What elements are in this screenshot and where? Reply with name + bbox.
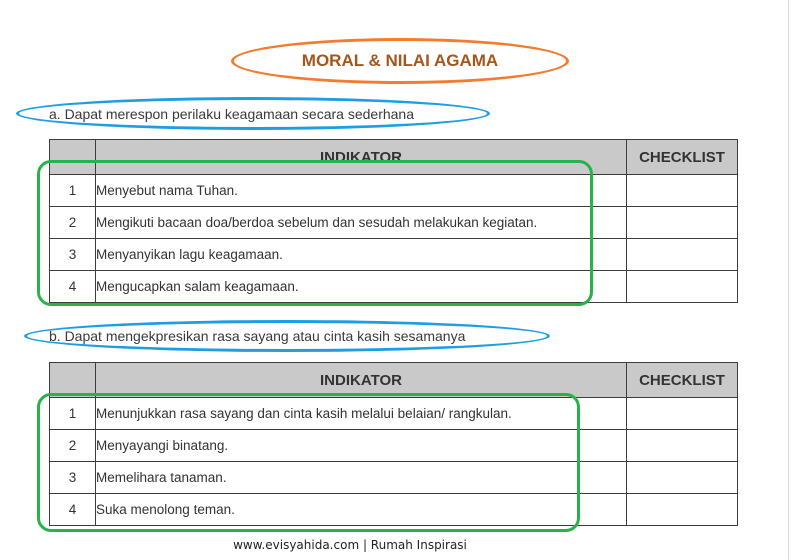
row-indikator: Menyanyikan lagu keagamaan. — [96, 239, 627, 271]
row-indikator: Memelihara tanaman. — [96, 462, 627, 494]
row-number: 2 — [50, 430, 96, 462]
section-b-label: b. Dapat mengekpresikan rasa sayang atau cinta kasih sesamanya — [49, 328, 466, 344]
row-number: 1 — [50, 398, 96, 430]
row-indikator: Menunjukkan rasa sayang dan cinta kasih melalui belaian/ rangkulan. — [96, 398, 627, 430]
row-number: 3 — [50, 239, 96, 271]
checklist-cell[interactable] — [627, 398, 738, 430]
footer-credit: www.evisyahida.com | Rumah Inspirasi — [233, 538, 467, 552]
row-number: 1 — [50, 175, 96, 207]
row-number: 4 — [50, 494, 96, 526]
header-checklist: CHECKLIST — [627, 363, 738, 398]
row-number: 2 — [50, 207, 96, 239]
row-number: 3 — [50, 462, 96, 494]
row-indikator: Menyebut nama Tuhan. — [96, 175, 627, 207]
checklist-cell[interactable] — [627, 207, 738, 239]
section-b-rows-highlight-box — [37, 393, 580, 532]
row-indikator: Mengikuti bacaan doa/berdoa sebelum dan sesudah melakukan kegiatan. — [96, 207, 627, 239]
checklist-cell[interactable] — [627, 239, 738, 271]
row-indikator: Menyayangi binatang. — [96, 430, 627, 462]
checklist-cell[interactable] — [627, 430, 738, 462]
section-a-rows-highlight-box — [37, 160, 593, 306]
header-indikator: INDIKATOR — [96, 140, 627, 175]
checklist-cell[interactable] — [627, 175, 738, 207]
row-indikator: Mengucapkan salam keagamaan. — [96, 271, 627, 303]
page-edge — [788, 0, 789, 560]
row-indikator: Suka menolong teman. — [96, 494, 627, 526]
checklist-cell[interactable] — [627, 271, 738, 303]
row-number: 4 — [50, 271, 96, 303]
checklist-cell[interactable] — [627, 462, 738, 494]
header-checklist: CHECKLIST — [627, 140, 738, 175]
header-indikator: INDIKATOR — [96, 363, 627, 398]
checklist-cell[interactable] — [627, 494, 738, 526]
section-a-label: a. Dapat merespon perilaku keagamaan secara sederhana — [49, 106, 415, 122]
page-title: MORAL & NILAI AGAMA — [301, 51, 499, 70]
